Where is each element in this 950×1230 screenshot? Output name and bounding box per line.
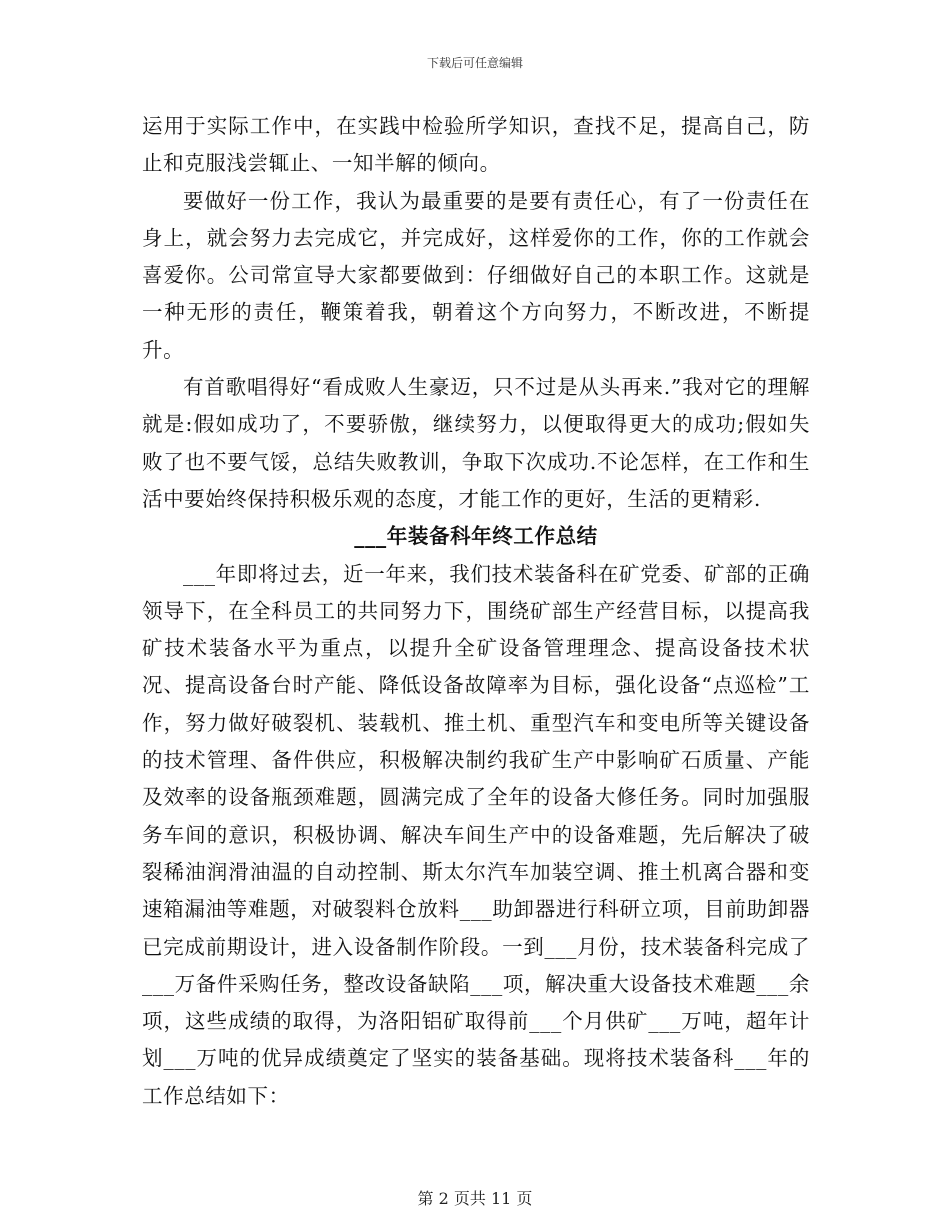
paragraph-responsibility: 要做好一份工作，我认为最重要的是要有责任心，有了一份责任在身上，就会努力去完成它，并完成好，这样爱你的工作，你的工作就会喜爱你。公司常宣导大家都要做到：仔细做好自己的本职工作。这就是一种无形的责任，鞭策着我，朝着这个方向努力，不断改进，不断提升。 xyxy=(142,188,810,362)
page-header: 下载后可任意编辑 xyxy=(426,56,523,70)
page-footer: 第 2 页共 11 页 xyxy=(417,1189,533,1208)
paragraph-song: 有首歌唱得好“看成败人生豪迈，只不过是从头再来.”我对它的理解就是:假如成功了，不要骄傲，继续努力，以便取得更大的成功;假如失败了也不要气馁，总结失败教训，争取下次成功.不论怎样，在工作和生活中要始终保持积极乐观的态度，才能工作的更好，生活的更精彩. xyxy=(142,375,810,511)
section-title: ___年装备科年终工作总结 xyxy=(354,524,598,549)
paragraph-continuation: 运用于实际工作中，在实践中检验所学知识，查找不足，提高自己，防止和克服浅尝辄止、一知半解的倾向。 xyxy=(142,114,810,176)
document-body xyxy=(142,108,810,1115)
paragraph-summary: ___年即将过去，近一年来，我们技术装备科在矿党委、矿部的正确领导下，在全科员工的共同努力下，围绕矿部生产经营目标，以提高我矿技术装备水平为重点，以提升全矿设备管理理念、提高设备技术状况、提高设备台时产能、降低设备故障率为目标，强化设备“点巡检”工作，努力做好破裂机、装载机、推土机、重型汽车和变电所等关键设备的技术管理、备件供应，积极解决制约我矿生产中影响矿石质量、产能及效率的设备瓶颈难题，圆满完成了全年的设备大修任务。同时加强服务车间的意识，积极协调、解决车间生产中的设备难题，先后解决了破裂稀油润滑油温的自动控制、斯太尔汽车加装空调、推土机离合器和变速箱漏油等难题，对破裂料仓放料___助卸器进行科研立项，目前助卸器已完成前期设计，进入设备制作阶段。一到___月份，技术装备科完成了___万备件采购任务，整改设备缺陷___项，解决重大设备技术难题___余项，这些成绩的取得，为洛阳铝矿取得前___个月供矿___万吨，超年计划___万吨的优异成绩奠定了坚实的装备基础。现将技术装备科___年的工作总结如下： xyxy=(142,561,810,1108)
